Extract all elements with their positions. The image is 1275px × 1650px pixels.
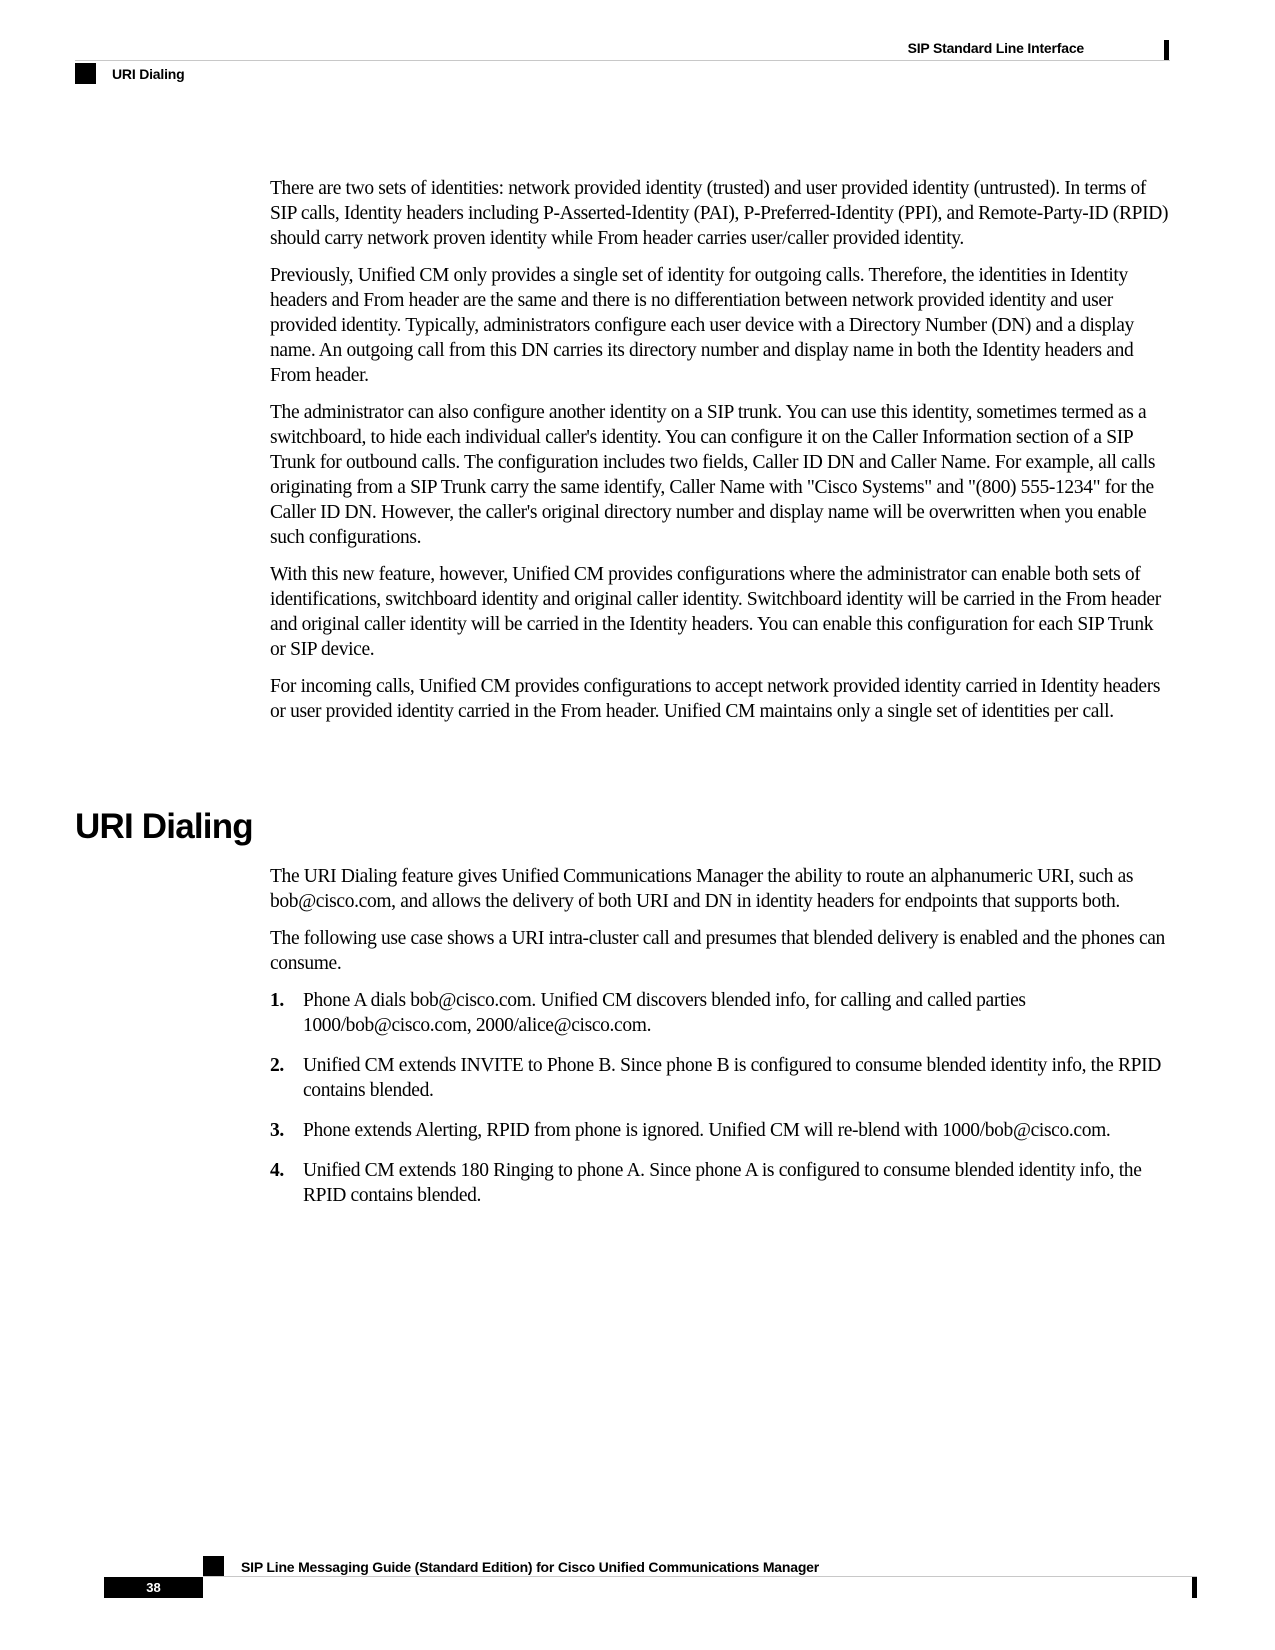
list-item	[270, 1118, 1170, 1143]
numbered-steps	[270, 988, 1170, 1208]
section-heading: URI Dialing	[75, 807, 253, 846]
step-text: Unified CM extends 180 Ringing to phone A. Since phone A is configured to consume blended identity info, the RPID contains blended.	[303, 1160, 1142, 1206]
step-text: Unified CM extends INVITE to Phone B. Since phone B is configured to consume blended identity info, the RPID contains blended.	[303, 1055, 1161, 1101]
footer-marker-block	[203, 1556, 224, 1577]
paragraph: For incoming calls, Unified CM provides configurations to accept network provided identity carried in Identity headers or user provided identity carried in the From header. Unified CM maintains only a single set of identities per call.	[270, 676, 1161, 722]
list-item	[270, 1158, 1170, 1208]
page-number: 38	[104, 1577, 203, 1598]
step-number: 4.	[270, 1160, 284, 1181]
footer-title: SIP Line Messaging Guide (Standard Edition) for Cisco Unified Communications Manager	[241, 1559, 820, 1575]
step-text: Phone extends Alerting, RPID from phone is ignored. Unified CM will re-blend with 1000/bob@cisco.com.	[303, 1120, 1111, 1141]
paragraph: Previously, Unified CM only provides a single set of identity for outgoing calls. Therefore, the identities in Identity headers and From header are the same and there is no differentiation between network provided identity and user provided identity. Typically, administrators configure each user device with a Directory Number (DN) and a display name. An outgoing call from this DN carries its directory number and display name in both the Identity headers and From header.	[270, 265, 1134, 386]
header-marker-block	[75, 63, 96, 84]
running-header-chapter: SIP Standard Line Interface	[907, 40, 1084, 56]
list-item	[270, 1053, 1170, 1103]
header-rule	[75, 60, 1170, 61]
footer-marker-bar	[1192, 1577, 1197, 1598]
paragraph: The following use case shows a URI intra-cluster call and presumes that blended delivery is enabled and the phones can consume.	[270, 928, 1165, 974]
step-text: Phone A dials bob@cisco.com. Unified CM discovers blended info, for calling and called parties 1000/bob@cisco.com, 2000/alice@cisco.com.	[303, 990, 1026, 1036]
step-number: 2.	[270, 1055, 284, 1076]
paragraph: The URI Dialing feature gives Unified Communications Manager the ability to route an alphanumeric URI, such as bob@cisco.com, and allows the delivery of both URI and DN in identity headers for endpoints that supports both.	[270, 866, 1134, 912]
footer-rule	[203, 1576, 1197, 1577]
step-number: 1.	[270, 990, 284, 1011]
list-item	[270, 988, 1170, 1038]
running-header-section: URI Dialing	[112, 66, 185, 82]
header-marker-bar	[1164, 40, 1169, 61]
paragraph: With this new feature, however, Unified CM provides configurations where the administrator can enable both sets of identifications, switchboard identity and original caller identity. Switchboard identity will be carried in the From header and original caller identity will be carried in the Identity headers. You can enable this configuration for each SIP Trunk or SIP device.	[270, 564, 1161, 660]
paragraph: The administrator can also configure another identity on a SIP trunk. You can use this identity, sometimes termed as a switchboard, to hide each individual caller's identity. You can configure it on the Caller Information section of a SIP Trunk for outbound calls. The configuration includes two fields, Caller ID DN and Caller Name. For example, all calls originating from a SIP Trunk carry the same identify, Caller Name with "Cisco Systems" and "(800) 555-1234" for the Caller ID DN. However, the caller's original directory number and display name will be overwritten when you enable such configurations.	[270, 402, 1156, 548]
paragraph: There are two sets of identities: network provided identity (trusted) and user provided identity (untrusted). In terms of SIP calls, Identity headers including P-Asserted-Identity (PAI), P-Preferred-Identity (PPI), and Remote-Party-ID (RPID) should carry network proven identity while From header carries user/caller provided identity.	[270, 178, 1169, 249]
section-body	[270, 864, 1170, 1223]
intro-text	[270, 176, 1170, 736]
step-number: 3.	[270, 1120, 284, 1141]
